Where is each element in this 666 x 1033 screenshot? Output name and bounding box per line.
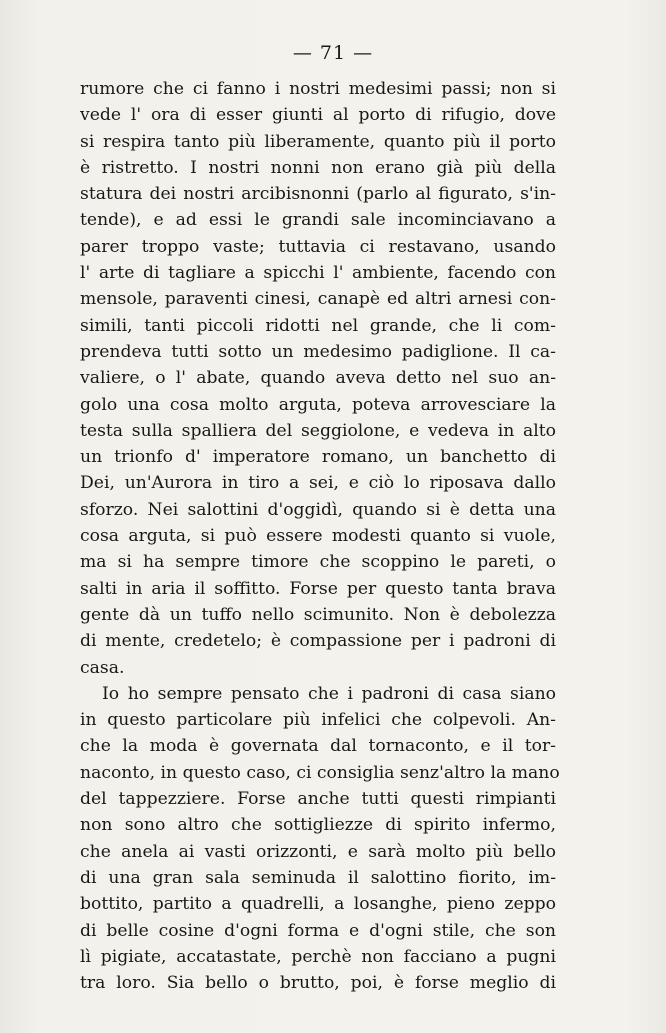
text-line: gente dà un tuffo nello scimunito. Non è debolezza bbox=[80, 604, 556, 625]
text-line: che la moda è governata dal tornaconto, e il tor- bbox=[80, 736, 556, 757]
text-line: lì pigiate, accatastate, perchè non facciano a pugni bbox=[80, 946, 556, 967]
text-line: valiere, o l' abate, quando aveva detto nel suo an- bbox=[80, 368, 556, 389]
text-line: l' arte di tagliare a spicchi l' ambiente, facendo con bbox=[80, 263, 556, 284]
text-line: del tappezziere. Forse anche tutti questi rimpianti bbox=[80, 789, 556, 810]
paragraph-start-line: Io ho sempre pensato che i padroni di casa siano bbox=[102, 683, 556, 704]
text-line: sforzo. Nei salottini d'oggidì, quando si è detta una bbox=[80, 499, 556, 520]
text-line: ma si ha sempre timore che scoppino le pareti, o bbox=[80, 552, 556, 573]
text-line: di una gran sala seminuda il salottino fiorito, im- bbox=[80, 867, 556, 888]
text-line: naconto, in questo caso, ci consiglia senz'altro la mano bbox=[80, 762, 560, 783]
text-line: testa sulla spalliera del seggiolone, e vedeva in alto bbox=[80, 420, 556, 441]
text-line: rumore che ci fanno i nostri medesimi passi; non si bbox=[80, 79, 556, 99]
text-line: cosa arguta, si può essere modesti quanto si vuole, bbox=[80, 526, 556, 547]
text-line: statura dei nostri arcibisnonni (parlo al figurato, s'in- bbox=[80, 184, 556, 205]
text-line: mensole, paraventi cinesi, canapè ed altri arnesi con- bbox=[80, 289, 556, 310]
text-line: un trionfo d' imperatore romano, un banchetto di bbox=[80, 447, 556, 468]
body-text bbox=[80, 76, 560, 996]
text-line: è ristretto. I nostri nonni non erano già più della bbox=[80, 157, 556, 178]
page-number: — 71 — bbox=[292, 42, 374, 64]
text-line: Dei, un'Aurora in tiro a sei, e ciò lo riposava dallo bbox=[80, 473, 556, 494]
text-line: non sono altro che sottigliezze di spirito infermo, bbox=[80, 815, 556, 836]
text-line: si respira tanto più liberamente, quanto più il porto bbox=[80, 131, 556, 152]
text-line: salti in aria il soffitto. Forse per questo tanta brava bbox=[80, 578, 556, 599]
text-line: tende), e ad essi le grandi sale incominciavano a bbox=[80, 210, 556, 231]
text-line: simili, tanti piccoli ridotti nel grande, che li com- bbox=[80, 315, 556, 336]
text-line: parer troppo vaste; tuttavia ci restavano, usando bbox=[80, 236, 556, 257]
text-line: vede l' ora di esser giunti al porto di rifugio, dove bbox=[80, 105, 556, 126]
text-line: prendeva tutti sotto un medesimo padiglione. Il ca- bbox=[80, 341, 556, 362]
text-line: che anela ai vasti orizzonti, e sarà molto più bello bbox=[80, 841, 556, 862]
text-line: golo una cosa molto arguta, poteva arrovesciare la bbox=[80, 394, 556, 415]
text-line: in questo particolare più infelici che colpevoli. An- bbox=[80, 710, 556, 731]
text-line: tra loro. Sia bello o brutto, poi, è forse meglio di bbox=[80, 973, 556, 994]
text-line: di mente, credetelo; è compassione per i padroni di bbox=[80, 631, 556, 652]
text-line: di belle cosine d'ogni forma e d'ogni stile, che son bbox=[80, 920, 556, 941]
text-line: casa. bbox=[80, 657, 125, 678]
text-line: bottito, partito a quadrelli, a losanghe, pieno zeppo bbox=[80, 894, 556, 915]
